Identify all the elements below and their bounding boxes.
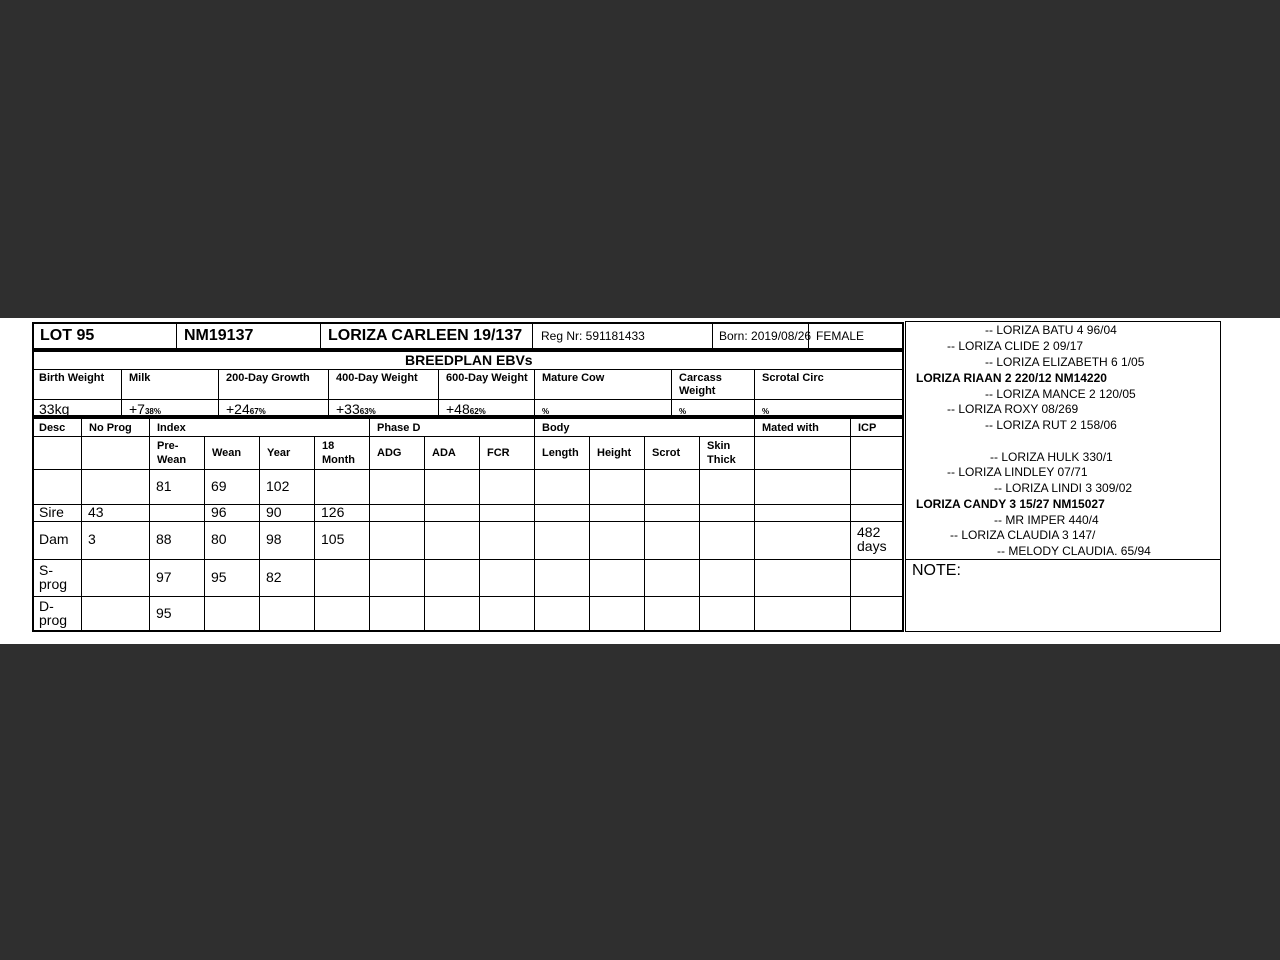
registration-number: Reg Nr: 591181433 xyxy=(541,329,645,343)
ebv-title: BREEDPLAN EBVs xyxy=(405,352,533,368)
header-index: Index xyxy=(157,422,186,434)
pedigree-dam-sire: -- LORIZA LINDLEY 07/71 xyxy=(947,465,1088,479)
subheader-adg: ADG xyxy=(377,447,402,459)
pedigree-sire-sire: -- LORIZA CLIDE 2 09/17 xyxy=(947,339,1084,353)
pedigree-sire-sire-sire: -- LORIZA BATU 4 96/04 xyxy=(985,323,1117,337)
pedigree-dam-dam-sire: -- MR IMPER 440/4 xyxy=(994,513,1099,527)
ebv-label-400-day-weight: 400-Day Weight xyxy=(336,372,418,384)
cell-dam-progeny-2: 95 xyxy=(156,605,172,621)
header-mated-with: Mated with xyxy=(762,422,819,434)
cell-sire-4: 90 xyxy=(266,504,282,520)
pedigree-dam-dam: -- LORIZA CLAUDIA 3 147/ xyxy=(950,528,1096,542)
ebv-value-600-day-weight: +4862% xyxy=(446,401,486,417)
cell-sire-progeny-2: 97 xyxy=(156,569,172,585)
ebv-value-200-day-growth: +2467% xyxy=(226,401,266,417)
ebv-value-400-day-weight: +3363% xyxy=(336,401,376,417)
ebv-label-milk: Milk xyxy=(129,372,151,384)
pedigree-dam-sire-sire: -- LORIZA HULK 330/1 xyxy=(990,450,1113,464)
cell-animal-3: 69 xyxy=(211,478,227,494)
pedigree-sire-sire-dam: -- LORIZA ELIZABETH 6 1/05 xyxy=(985,355,1145,369)
cell-dam-4: 98 xyxy=(266,531,282,547)
cell-dam-1: 3 xyxy=(88,531,96,547)
lot-number: LOT 95 xyxy=(40,327,95,344)
ebv-value-mature-cow: % xyxy=(542,407,550,416)
cell-sire-progeny-4: 82 xyxy=(266,569,282,585)
cell-animal-2: 81 xyxy=(156,478,172,494)
ebv-label-600-day-weight: 600-Day Weight xyxy=(446,372,528,384)
cell-sire-progeny-3: 95 xyxy=(211,569,227,585)
sex: FEMALE xyxy=(816,329,865,343)
subheader-year: Year xyxy=(267,447,291,459)
cell-sire-0: Sire xyxy=(39,504,64,520)
pedigree-sire: LORIZA RIAAN 2 220/12 NM14220 xyxy=(916,371,1107,385)
pedigree-sire-dam: -- LORIZA ROXY 08/269 xyxy=(947,402,1079,416)
note-label: NOTE: xyxy=(912,562,961,579)
ebv-label-mature-cow: Mature Cow xyxy=(542,372,605,384)
sale-catalogue-card xyxy=(0,318,1280,644)
subheader-skin-thick: Skin Thick xyxy=(707,440,736,466)
cell-sire-3: 96 xyxy=(211,504,227,520)
subheader-18-month: 18 Month xyxy=(322,440,355,466)
cell-sire-5: 126 xyxy=(321,504,345,520)
ebv-value-birth-weight: 33kg xyxy=(39,401,70,417)
header-phase-d: Phase D xyxy=(377,422,421,434)
cell-dam-0: Dam xyxy=(39,531,69,547)
pedigree-dam: LORIZA CANDY 3 15/27 NM15027 xyxy=(916,497,1105,511)
cell-animal-4: 102 xyxy=(266,478,290,494)
cell-sire-progeny-0: S- prog xyxy=(39,562,68,592)
pedigree-dam-dam-dam: -- MELODY CLAUDIA. 65/94 xyxy=(997,544,1151,558)
cell-dam-3: 80 xyxy=(211,531,227,547)
ebv-label-200-day-growth: 200-Day Growth xyxy=(226,372,310,384)
pedigree-sire-dam-dam: -- LORIZA RUT 2 158/06 xyxy=(985,418,1117,432)
header-icp: ICP xyxy=(858,422,877,434)
birth-date: Born: 2019/08/26 xyxy=(719,329,812,343)
subheader-ada: ADA xyxy=(432,447,456,459)
subheader-scrot: Scrot xyxy=(652,447,681,459)
cell-dam-2: 88 xyxy=(156,531,172,547)
cell-sire-1: 43 xyxy=(88,504,104,520)
header-no-prog: No Prog xyxy=(89,422,132,434)
ebv-label-scrotal-circ: Scrotal Circ xyxy=(762,372,824,384)
animal-id: NM19137 xyxy=(184,327,254,344)
pedigree-dam-sire-dam: -- LORIZA LINDI 3 309/02 xyxy=(994,481,1133,495)
ebv-label-birth-weight: Birth Weight xyxy=(39,372,105,384)
pedigree-sire-dam-sire: -- LORIZA MANCE 2 120/05 xyxy=(985,387,1136,401)
header-body: Body xyxy=(542,422,570,434)
ebv-value-milk: +738% xyxy=(129,401,161,417)
cell-dam-5: 105 xyxy=(321,531,345,547)
cell-dam-progeny-0: D- prog xyxy=(39,598,68,628)
subheader-pre-wean: Pre- Wean xyxy=(157,440,187,466)
animal-name: LORIZA CARLEEN 19/137 xyxy=(328,327,523,344)
header-desc: Desc xyxy=(39,422,66,434)
ebv-value-scrotal-circ: % xyxy=(762,407,770,416)
subheader-fcr: FCR xyxy=(487,447,510,459)
ebv-value-carcass-weight: % xyxy=(679,407,687,416)
ebv-label-carcass-weight: Carcass Weight xyxy=(679,372,722,397)
subheader-wean: Wean xyxy=(212,447,242,459)
subheader-length: Length xyxy=(542,447,579,459)
cell-dam-14: 482 days xyxy=(857,524,887,554)
subheader-height: Height xyxy=(597,447,632,459)
